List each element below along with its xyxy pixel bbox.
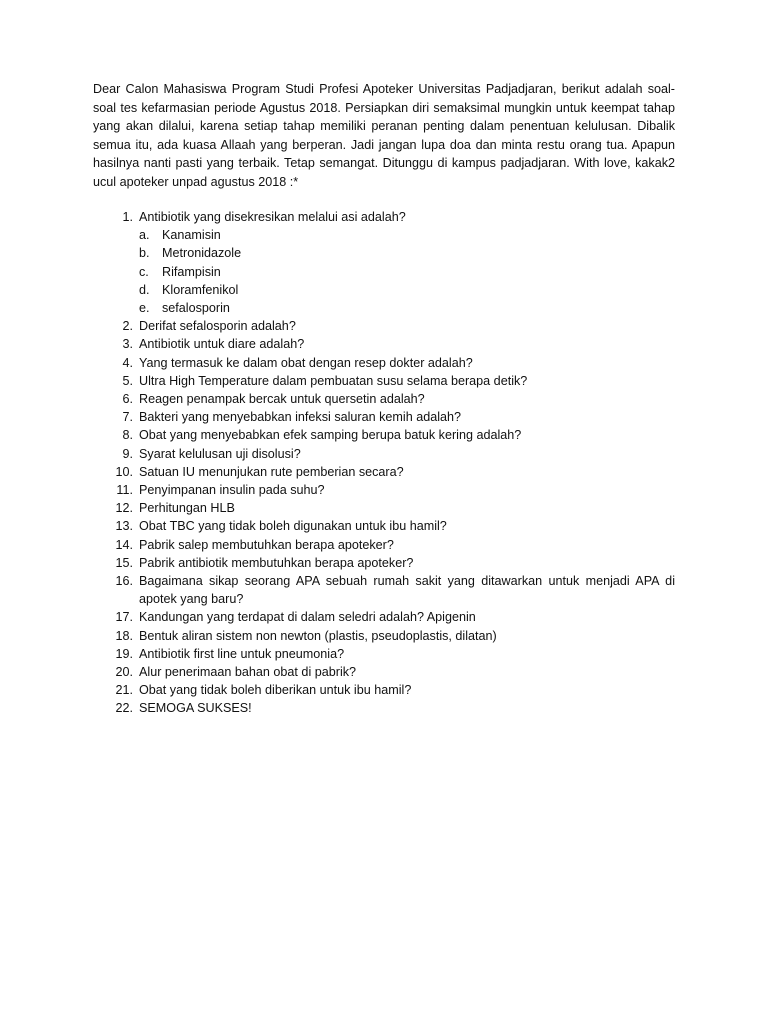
answer-option bbox=[139, 281, 675, 299]
question-text: Kandungan yang terdapat di dalam seledri adalah? Apigenin bbox=[139, 610, 476, 625]
question-text: Yang termasuk ke dalam obat dengan resep dokter adalah? bbox=[139, 355, 473, 370]
question-number: 3. bbox=[122, 337, 133, 352]
question-text: Alur penerimaan bahan obat di pabrik? bbox=[139, 665, 357, 680]
option-text: Rifampisin bbox=[162, 264, 221, 279]
question-number: 20. bbox=[115, 665, 133, 680]
question-text: Perhitungan HLB bbox=[139, 501, 235, 516]
question-item bbox=[93, 481, 675, 499]
question-number: 9. bbox=[122, 446, 133, 461]
question-item bbox=[93, 572, 675, 608]
option-text: Metronidazole bbox=[162, 246, 242, 261]
question-text: Reagen penampak bercak untuk quersetin adalah? bbox=[139, 392, 425, 407]
option-letter: e. bbox=[139, 301, 150, 316]
question-number: 19. bbox=[115, 646, 133, 661]
question-item bbox=[93, 390, 675, 408]
question-item bbox=[93, 499, 675, 517]
question-item bbox=[93, 554, 675, 572]
question-text: Derifat sefalosporin adalah? bbox=[139, 319, 296, 334]
question-item bbox=[93, 335, 675, 353]
question-item bbox=[93, 354, 675, 372]
question-text: Syarat kelulusan uji disolusi? bbox=[139, 446, 301, 461]
question-item bbox=[93, 445, 675, 463]
answer-option bbox=[139, 226, 675, 244]
question-text: Satuan IU menunjukan rute pemberian secara? bbox=[139, 464, 404, 479]
intro-paragraph: Dear Calon Mahasiswa Program Studi Profesi Apoteker Universitas Padjadjaran, berikut adalah soal-soal tes kefarmasian periode Agustus 2018. Persiapkan diri semaksimal mungkin untuk keempat tahap yang akan dilalui, karena setiap tahap memiliki peranan penting dalam penentuan kelulusan. Dibalik semua itu, ada kuasa Allaah yang berperan. Jadi jangan lupa doa dan minta restu orang tua. Apapun hasilnya nanti pasti yang terbaik. Tetap semangat. Ditunggu di kampus padjadjaran. With love, kakak2 ucul apoteker unpad agustus 2018 :* bbox=[93, 82, 675, 189]
question-text: Bakteri yang menyebabkan infeksi saluran kemih adalah? bbox=[139, 410, 462, 425]
question-text: Bentuk aliran sistem non newton (plastis, pseudoplastis, dilatan) bbox=[139, 628, 497, 643]
question-item bbox=[93, 681, 675, 699]
question-number: 4. bbox=[122, 355, 133, 370]
question-item bbox=[93, 426, 675, 444]
question-number: 16. bbox=[115, 574, 133, 589]
question-text: Pabrik antibiotik membutuhkan berapa apoteker? bbox=[139, 555, 414, 570]
option-text: Kanamisin bbox=[162, 228, 221, 243]
question-text: Antibiotik untuk diare adalah? bbox=[139, 337, 305, 352]
question-number: 7. bbox=[122, 410, 133, 425]
question-number: 22. bbox=[115, 701, 133, 716]
question-number: 8. bbox=[122, 428, 133, 443]
question-item bbox=[93, 627, 675, 645]
question-item bbox=[93, 536, 675, 554]
question-item bbox=[93, 608, 675, 626]
question-text: Ultra High Temperature dalam pembuatan susu selama berapa detik? bbox=[139, 373, 528, 388]
option-letter: c. bbox=[139, 264, 149, 279]
option-text: sefalosporin bbox=[162, 301, 230, 316]
question-number: 1. bbox=[122, 210, 133, 224]
answer-option bbox=[139, 299, 675, 317]
question-item bbox=[93, 699, 675, 717]
option-letter: a. bbox=[139, 228, 150, 243]
option-letter: d. bbox=[139, 282, 150, 297]
question-number: 13. bbox=[115, 519, 133, 534]
question-number: 18. bbox=[115, 628, 133, 643]
question-text: Bagaimana sikap seorang APA sebuah rumah sakit yang ditawarkan untuk menjadi APA di apotek yang baru? bbox=[139, 574, 675, 607]
answer-option bbox=[139, 263, 675, 281]
question-number: 14. bbox=[115, 537, 133, 552]
question-text: Pabrik salep membutuhkan berapa apoteker? bbox=[139, 537, 394, 552]
question-text: SEMOGA SUKSES! bbox=[139, 701, 252, 716]
question-number: 12. bbox=[115, 501, 133, 516]
question-text: Antibiotik yang disekresikan melalui asi adalah? bbox=[139, 210, 406, 224]
question-item bbox=[93, 208, 675, 317]
question-number: 6. bbox=[122, 392, 133, 407]
question-text: Antibiotik first line untuk pneumonia? bbox=[139, 646, 345, 661]
question-number: 21. bbox=[115, 683, 133, 698]
question-number: 2. bbox=[122, 319, 133, 334]
question-item bbox=[93, 317, 675, 335]
option-text: Kloramfenikol bbox=[162, 282, 239, 297]
option-letter: b. bbox=[139, 246, 150, 261]
question-number: 11. bbox=[116, 483, 133, 498]
question-item bbox=[93, 463, 675, 481]
question-item bbox=[93, 408, 675, 426]
question-item bbox=[93, 645, 675, 663]
question-text: Penyimpanan insulin pada suhu? bbox=[139, 483, 325, 498]
question-number: 10. bbox=[115, 464, 133, 479]
question-number: 17. bbox=[115, 610, 133, 625]
question-number: 5. bbox=[122, 373, 133, 388]
answer-options bbox=[139, 226, 675, 317]
question-item bbox=[93, 517, 675, 535]
question-text: Obat yang tidak boleh diberikan untuk ibu hamil? bbox=[139, 683, 412, 698]
question-number: 15. bbox=[115, 555, 133, 570]
question-item bbox=[93, 663, 675, 681]
question-list bbox=[93, 208, 675, 718]
answer-option bbox=[139, 244, 675, 262]
question-text: Obat yang menyebabkan efek samping berupa batuk kering adalah? bbox=[139, 428, 522, 443]
question-text: Obat TBC yang tidak boleh digunakan untuk ibu hamil? bbox=[139, 519, 447, 534]
question-item bbox=[93, 372, 675, 390]
